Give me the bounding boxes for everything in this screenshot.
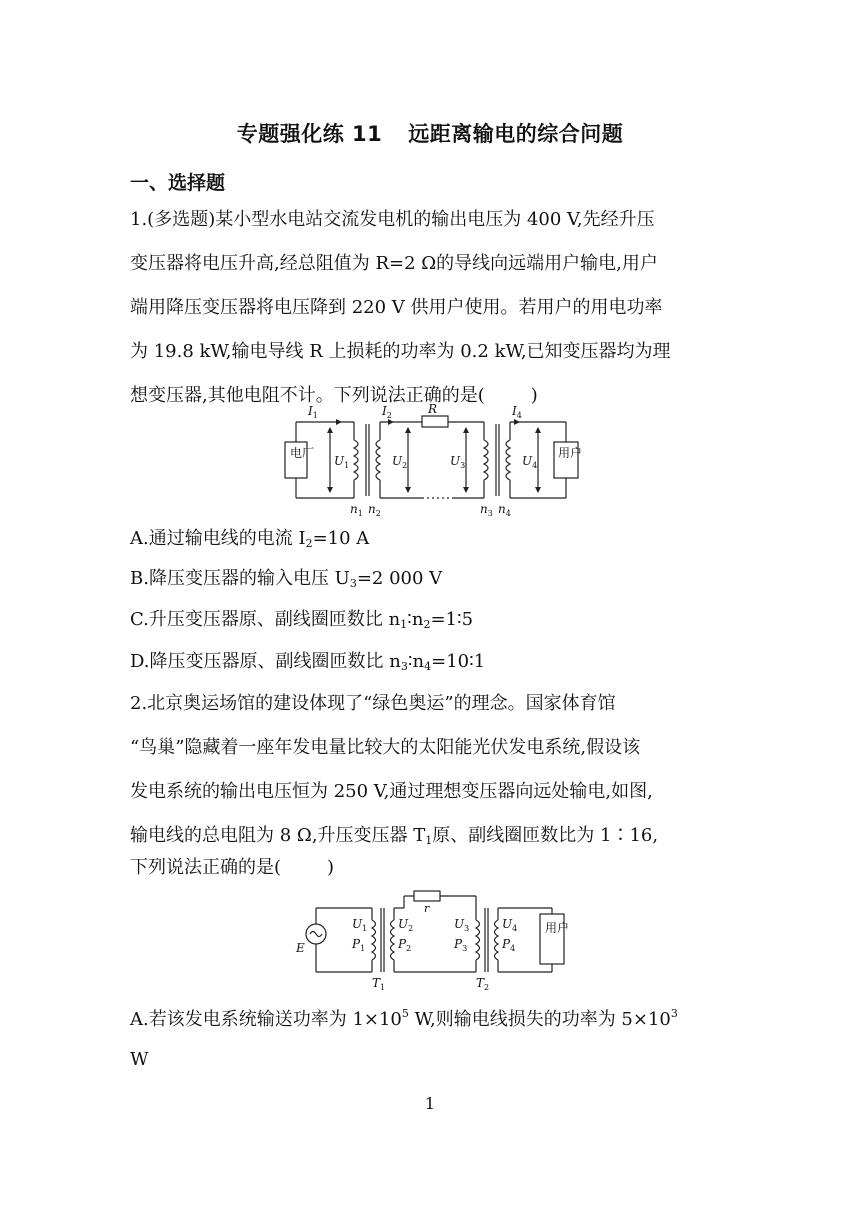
q2-P3-label: $P_3$: [454, 937, 468, 953]
q2-T1-label: $T_1$: [372, 976, 386, 992]
q2-line-5: 下列说法正确的是( ): [130, 857, 335, 878]
q1-n4-label: $n_4$: [498, 502, 511, 518]
q2-line-4: 输电线的总电阻为 8 Ω,升压变压器 $T_1$原、副线圈匝数比为 1∶16,: [130, 825, 659, 847]
q2-E-label: E: [296, 941, 305, 955]
q2-U3-label: $U_3$: [454, 917, 470, 933]
q2-option-a-tail: W: [130, 1049, 149, 1070]
title-part-1: 专题强化练 11: [236, 122, 383, 146]
q1-U3-label: $U_3$: [450, 454, 466, 470]
q1-line-4: 为 19.8 kW,输电导线 R 上损耗的功率为 0.2 kW,已知变压器均为理: [130, 341, 671, 362]
q1-source-label-1: 电厂: [290, 446, 315, 460]
q1-line-1: 1.(多选题)某小型水电站交流发电机的输出电压为 400 V,先经升压: [130, 209, 655, 230]
q1-line-3: 端用降压变压器将电压降到 220 V 供用户使用。若用户的用电功率: [130, 297, 663, 318]
page-number: 1: [424, 1094, 436, 1113]
q2-P4-label: $P_4$: [502, 937, 516, 953]
q1-I2-label: $I_2$: [382, 404, 392, 420]
q1-I1-label: $I_1$: [308, 404, 318, 420]
section-heading: 一、选择题: [130, 172, 226, 194]
q2-T2-label: $T_2$: [476, 976, 490, 992]
page-title: [0, 118, 860, 148]
q2-user-label: 用户: [545, 921, 570, 935]
title-part-2: 远距离输电的综合问题: [408, 122, 624, 146]
q1-U2-label: $U_2$: [392, 454, 408, 470]
q1-option-d[interactable]: D.降压变压器原、副线圈匝数比 $n_3∶n_4=10∶1$: [130, 651, 486, 673]
q2-U2-label: $U_2$: [398, 917, 414, 933]
q2-U4-label: $U_4$: [502, 917, 518, 933]
q1-I4-label: $I_4$: [512, 404, 522, 420]
q1-option-c[interactable]: C.升压变压器原、副线圈匝数比 $n_1∶n_2=1∶5$: [130, 609, 474, 631]
q2-line-2: “鸟巢”隐藏着一座年发电量比较大的太阳能光伏发电系统,假设该: [130, 737, 641, 758]
q2-circuit-diagram: [290, 886, 580, 994]
q2-option-a[interactable]: A.若该发电系统输送功率为 $1\times 10^5$ W,则输电线损失的功率为 $5\times 10^3$: [130, 1007, 678, 1030]
q1-answer-paren-close: ): [530, 385, 538, 406]
q1-resistor-label: R: [428, 402, 438, 416]
q2-answer-paren-close: ): [327, 857, 335, 878]
q1-line-5-text: 想变压器,其他电阻不计。下列说法正确的是(: [130, 385, 485, 406]
q2-line-3: 发电系统的输出电压恒为 250 V,通过理想变压器向远处输电,如图,: [130, 781, 653, 802]
q1-n1-label: $n_1$: [350, 502, 363, 518]
q2-line-1: 2.北京奥运场馆的建设体现了“绿色奥运”的理念。国家体育馆: [130, 693, 616, 714]
q2-P1-label: $P_1$: [352, 937, 366, 953]
q1-U1-label: $U_1$: [334, 454, 350, 470]
q1-n2-label: $n_2$: [368, 502, 381, 518]
q1-line-2: 变压器将电压升高,经总阻值为 R=2 Ω的导线向远端用户输电,用户: [130, 253, 658, 274]
q1-option-b[interactable]: B.降压变压器的输入电压 $U_3=2$ 000 V: [130, 568, 443, 590]
q2-P2-label: $P_2$: [398, 937, 412, 953]
q1-n3-label: $n_3$: [480, 502, 493, 518]
q2-r-label: r: [424, 902, 430, 915]
q1-option-a[interactable]: A.通过输电线的电流 $I_2=10$ A: [130, 528, 370, 550]
q2-U1-label: $U_1$: [352, 917, 368, 933]
q1-circuit-diagram: [270, 400, 590, 518]
q1-user-label: 用户: [558, 446, 583, 460]
q1-U4-label: $U_4$: [522, 454, 538, 470]
